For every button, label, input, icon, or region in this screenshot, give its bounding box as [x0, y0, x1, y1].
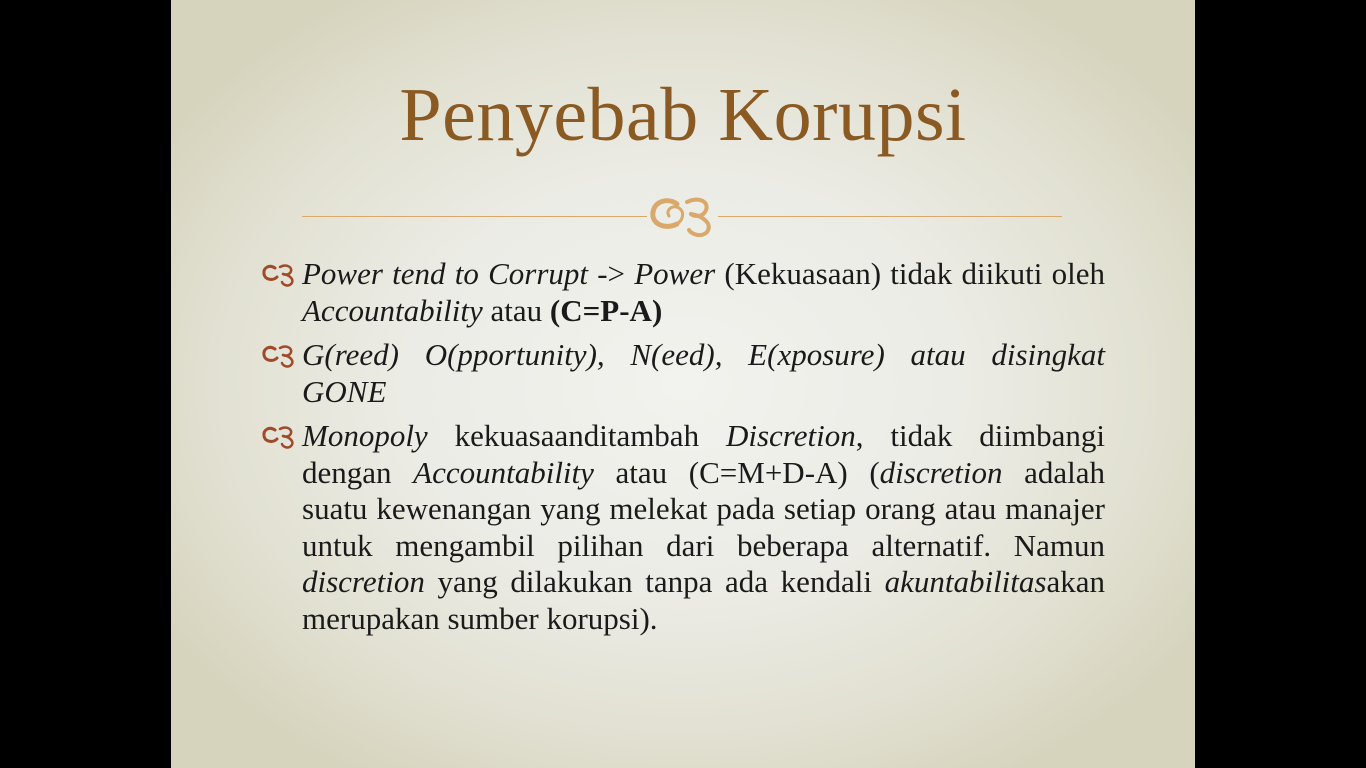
bullet-text: akuntabilitas: [884, 564, 1047, 599]
ornamental-flourish-icon: [647, 190, 719, 240]
ornamental-bullet-icon: [261, 341, 297, 369]
bullet-text: Power tend to Corrupt: [302, 256, 588, 291]
bullet-text: Accountability: [413, 454, 594, 490]
divider-line-left: [302, 216, 647, 217]
bullet-text: yang dilakukan tanpa ada kendali: [424, 564, 885, 599]
bullet-text: (C=P-A): [549, 292, 663, 328]
bullet-text: G(reed) O(pportunity), N(eed), E(xposure) atau disingkat GONE: [302, 337, 1105, 409]
bullet-text: (Kekuasaan) tidak diikuti oleh: [715, 256, 1105, 291]
bullet-item-monopoly: [261, 418, 1105, 637]
ornamental-bullet-icon: [261, 260, 297, 288]
bullet-text: atau: [482, 292, 550, 328]
bullet-text: discretion: [302, 564, 425, 599]
bullet-text: ->: [588, 256, 635, 291]
bullet-text: Discretion: [725, 418, 856, 453]
bullet-text: Accountability: [302, 292, 483, 328]
bullet-text: Power: [634, 256, 716, 291]
bullet-item-gone: [261, 337, 1105, 410]
ornamental-bullet-icon: [261, 422, 297, 450]
bullet-text: , tidak diimbangi dengan: [302, 418, 1105, 490]
bullet-item-power: [261, 256, 1105, 329]
bullet-text: Monopoly: [302, 418, 428, 453]
bullet-text: kekuasaanditambah: [427, 418, 726, 453]
divider-line-right: [718, 216, 1062, 217]
bullet-text: atau (C=M+D-A) (: [593, 454, 880, 490]
slide: [171, 0, 1195, 768]
bullet-text: discretion: [879, 454, 1003, 490]
bullet-text: akan merupakan sumber korupsi).: [302, 564, 1105, 636]
bullet-text: adalah suatu kewenangan yang melekat pada setiap orang atau manajer untuk mengambil pilihan dari beberapa alternatif. Namun: [302, 454, 1105, 563]
bullet-list: [261, 256, 1105, 645]
slide-title: Penyebab Korupsi: [399, 73, 967, 157]
